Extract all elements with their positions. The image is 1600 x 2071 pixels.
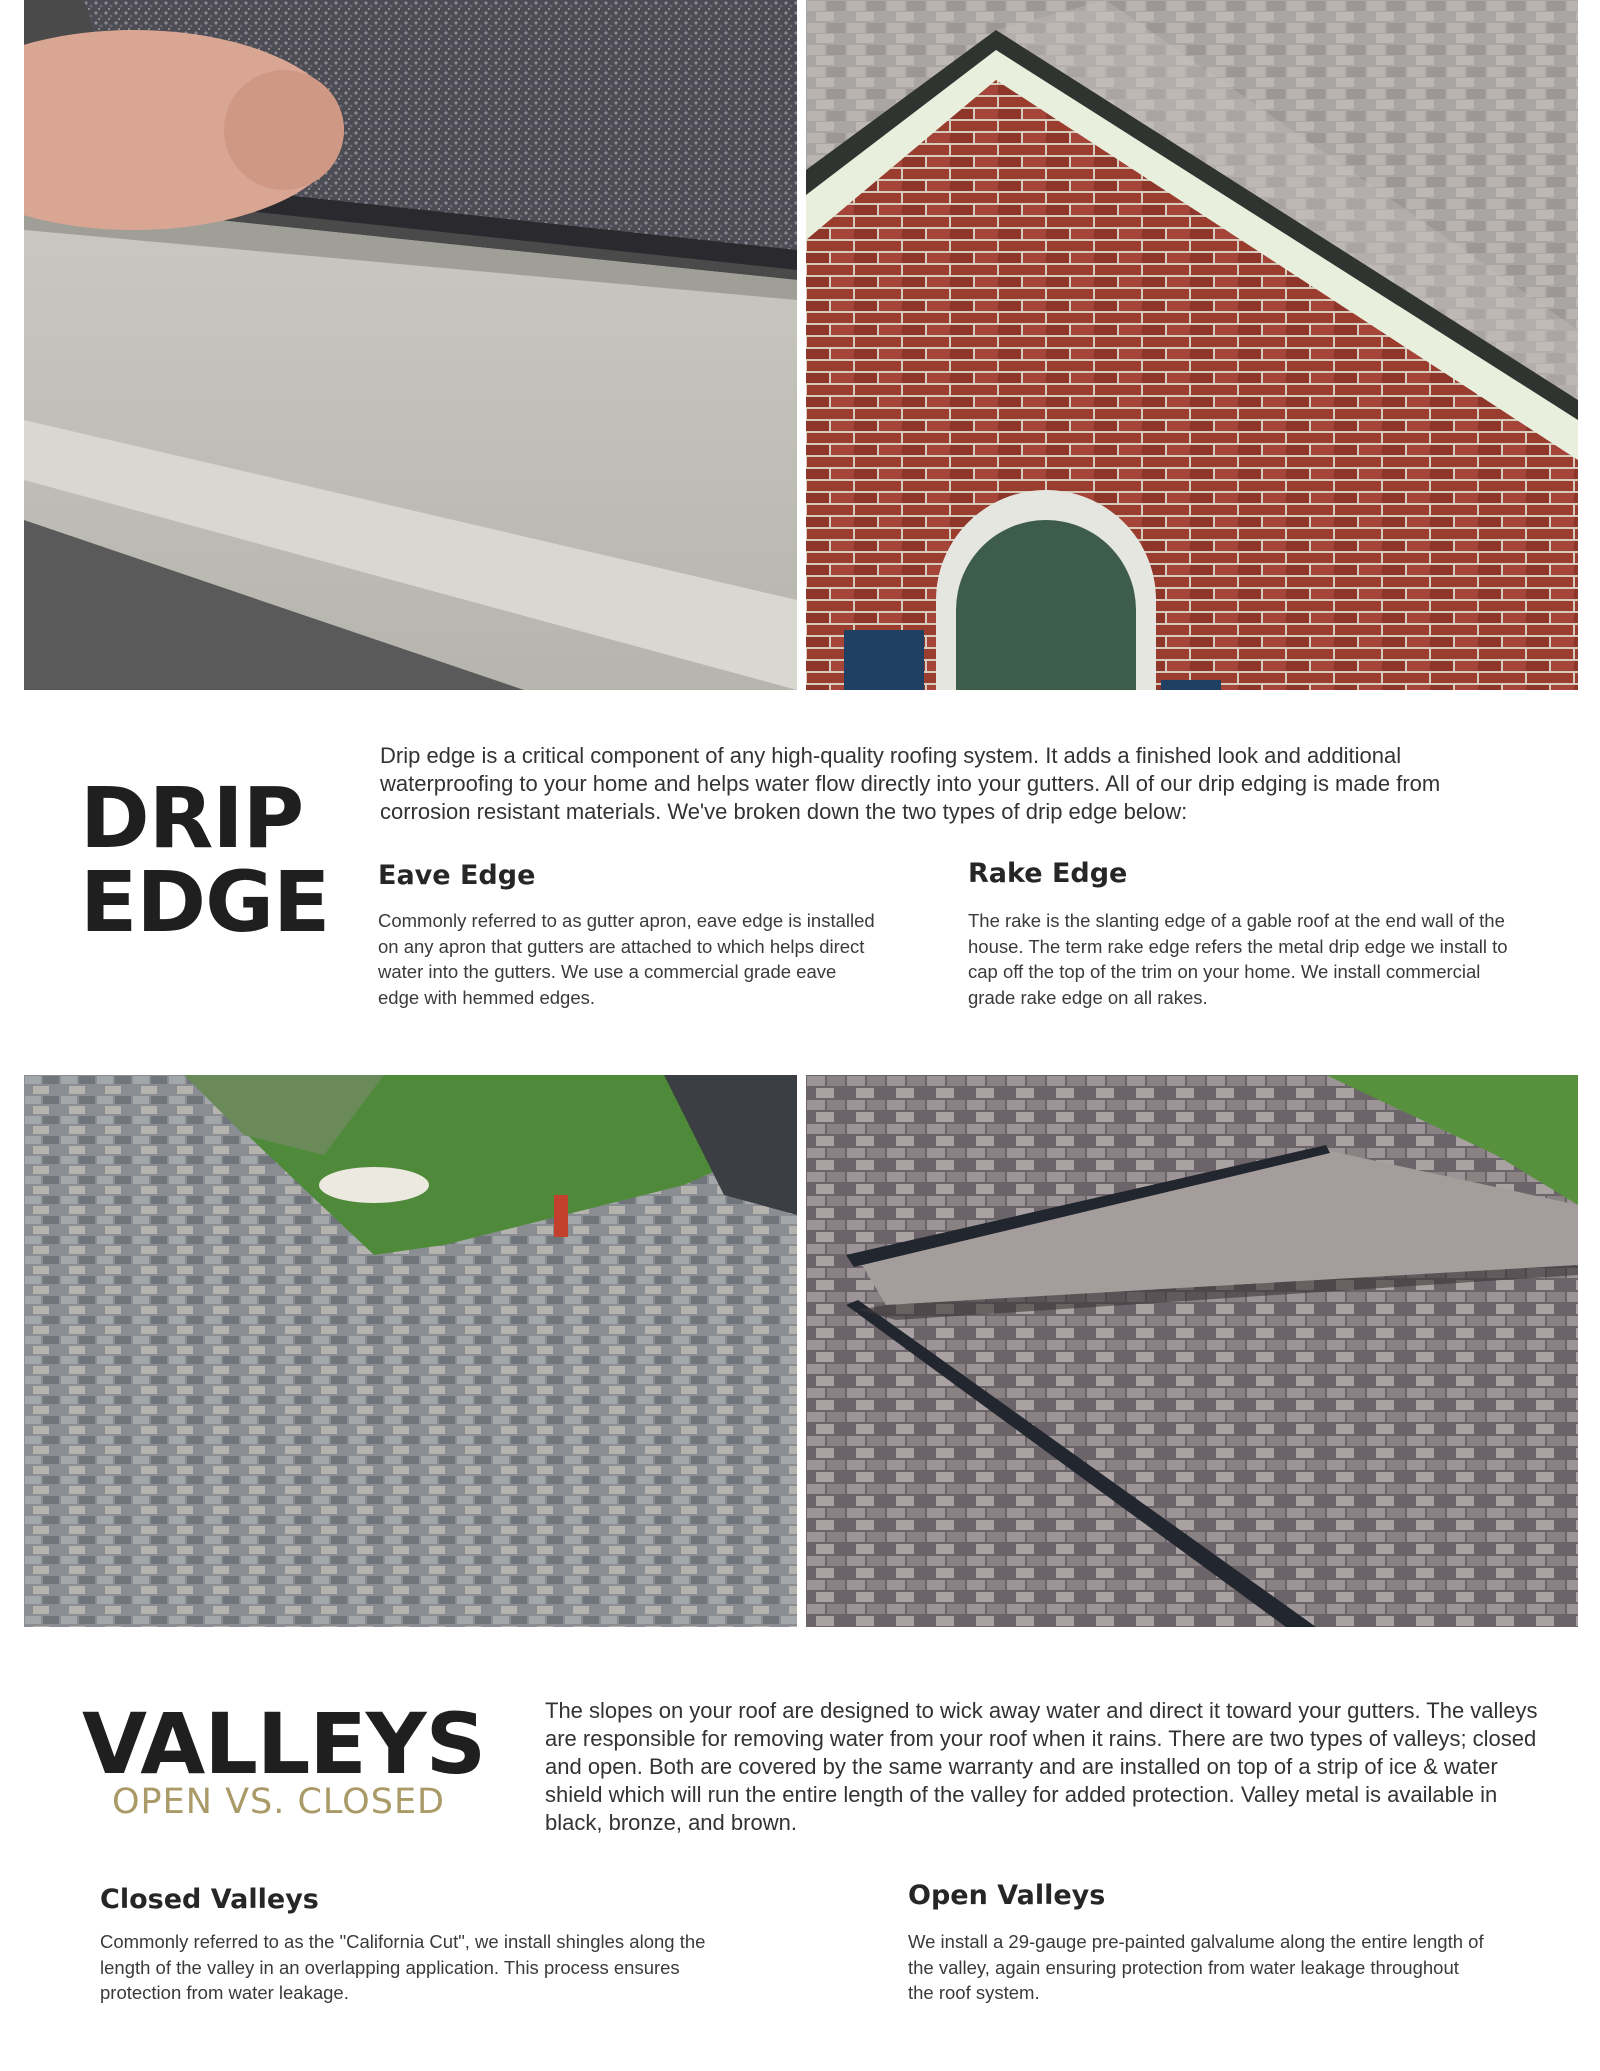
open-valleys-text: We install a 29-gauge pre-painted galvalume along the entire length of the valley, again ensuring protection from water leakage throughout the roof system. [908, 1931, 1484, 2003]
closed-valleys-heading: Closed Valleys [100, 1884, 319, 1915]
drip-edge-title [80, 769, 330, 951]
rake-edge-photo [806, 0, 1578, 690]
rake-edge-heading: Rake Edge [968, 858, 1128, 889]
eave-edge-heading: Eave Edge [378, 860, 536, 891]
drip-edge-title-line2: EDGE [80, 853, 330, 951]
closed-valley-photo [24, 1075, 797, 1627]
drip-edge-title-line1: DRIP [80, 769, 304, 867]
open-valleys-heading: Open Valleys [908, 1880, 1106, 1911]
drip-edge-intro: Drip edge is a critical component of any high-quality roofing system. It adds a finished look and additional waterproofing to your home and helps water flow directly into your gutters. All of our drip edging is made from corrosion resistant materials. We've broken down the two types of drip edge below: [380, 743, 1441, 824]
closed-valleys-text: Commonly referred to as the "California Cut", we install shingles along the length of the valley in an overlapping application. This process ensures protection from water leakage. [100, 1931, 706, 2003]
eave-edge-photo [24, 0, 797, 690]
valleys-title: VALLEYS [82, 1695, 486, 1793]
eave-edge-text: Commonly referred to as gutter apron, eave edge is installed on any apron that gutters are attached to which helps direct water into the gutters. We use a commercial grade eave edge with hemmed edges. [378, 910, 875, 1008]
open-valley-photo [806, 1075, 1578, 1627]
valleys-subtitle: OPEN VS. CLOSED [112, 1782, 446, 1822]
rake-edge-text: The rake is the slanting edge of a gable roof at the end wall of the house. The term rake edge refers the metal drip edge we install to cap off the top of the trim on your home. We install commercial grade rake edge on all rakes. [968, 910, 1508, 1008]
valleys-intro: The slopes on your roof are designed to wick away water and direct it toward your gutters. The valleys are responsible for removing water from your roof when it rains. There are two types of valleys; closed and open. Both are covered by the same warranty and are installed on top of a strip of ice & water shield which will run the entire length of the valley for added protection. Valley metal is available in black, bronze, and brown. [545, 1698, 1538, 1835]
